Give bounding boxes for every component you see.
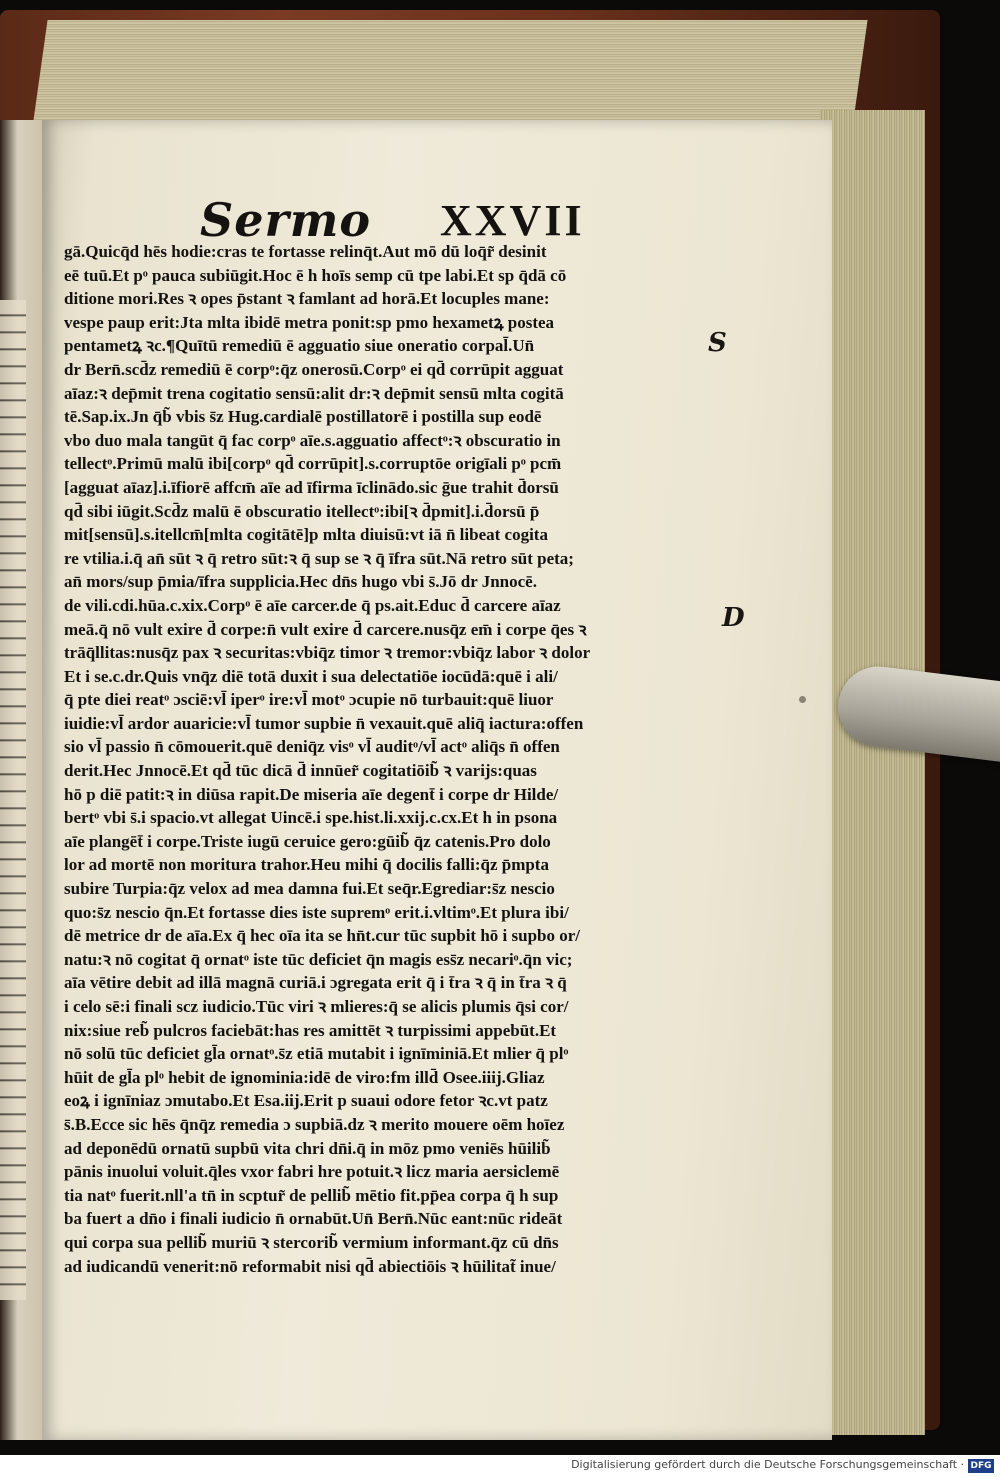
- page-edges-right: [820, 110, 925, 1435]
- dfg-logo: DFG: [968, 1459, 994, 1473]
- text-line: tē.Sap.ix.Jn q̄b͂ vbis s̄z Hug.cardialē postillatorē i postilla sup eodē: [64, 407, 542, 427]
- text-line: dē metrice dr de aīa.Ex q̄ hec oīa ita se hn̄t.cur tūc supbit hō i supbo or/: [64, 926, 581, 946]
- text-line: mit[sensū].s.itellcm̄[mlta cogitātē]p mlta diuisū:vt iā n̄ libeat cogita: [64, 525, 548, 545]
- margin-mark: D: [722, 603, 745, 633]
- text-line: vbo duo mala tangūt q̄ fac corpᵒ aīe.s.agguatio affectᵒ:ꝛ obscuratio in: [64, 430, 561, 450]
- text-line: i celo sē:i finali scz iudicio.Tūc viri ꝛ mlieres:q̄ se alicis plumis q̄si cor/: [64, 997, 569, 1016]
- header-word: Sermo: [200, 193, 372, 247]
- text-line: quo:s̄z nescio q̄n.Et fortasse dies iste supremᵒ erit.i.vltimᵒ.Et plura ibi/: [64, 902, 569, 922]
- text-line: hūit de gl̄a plᵒ hebit de ignominia:idē de viro:fm illd̄ Osee.iiij.Gliaz: [64, 1067, 545, 1087]
- text-line: bertᵒ vbi s̄.i spacio.vt allegat Uincē.i spe.hist.li.xxij.c.cx.Et h in psona: [64, 808, 558, 828]
- text-line: qd̄ sibi iūgit.Scd̄z malū ē obscuratio itellectᵒ:ibi[ꝛ d̄pmit].i.d̄orsū p̄: [64, 501, 540, 521]
- text-line: [agguat aīaz].i.īfiorē affcm̄ aīe ad īfirma īclinādo.sic ḡue trahit d̄orsū: [64, 477, 559, 497]
- text-line: iuidie:vl̄ ardor auaricie:vl̄ tumor supbie n̄ vexauit.quē aliq̄ iactura:offen: [64, 713, 584, 733]
- text-line: sio vl̄ passio n̄ cōmouerit.quē deniq̄z visᵒ vl̄ auditᵒ/vl̄ actᵒ aliq̄s n̄ offen: [64, 737, 560, 757]
- header-number: XXVII: [440, 196, 585, 245]
- text-line: tellectᵒ.Primū malū ibi[corpᵒ qd̄ corrūpit].s.corruptōe origīali pᵒ pcm̄: [64, 454, 562, 474]
- text-line: ba fuert a dn̄o i finali iudicio n̄ ornabūt.Un̄ Bern̄.Nūc eant:nūc rideāt: [64, 1209, 563, 1229]
- text-line: Et i se.c.dr.Quis vnq̄z diē totā duxit i sua delectatiōe iocūdā:quē i ali/: [64, 666, 558, 686]
- text-line: eē tuū.Et pᵒ pauca subiūgit.Hoc ē h hoīs semp cū tpe labi.Et sp q̄dā cō: [64, 265, 567, 285]
- page-speck: [799, 696, 806, 703]
- footer-bar: [0, 1455, 1000, 1477]
- text-line: lor ad mortē non moritura trahor.Heu mihi q̄ docilis falli:q̄z p̄mpta: [64, 855, 549, 875]
- text-line: an̄ mors/sup p̄mia/īfra supplicia.Hec dn̄s hugo vbi s̄.Jō dr Jnnocē.: [64, 572, 537, 592]
- text-line: gā.Quicq̄d hēs hodie:cras te fortasse relinq̄t.Aut mō dū loq̄r͂ desinit: [64, 242, 547, 261]
- text-line: ditione mori.Res ꝛ opes p̄stant ꝛ famlant ad horā.Et locuples mane:: [64, 289, 550, 309]
- text-line: eoꝝ i ignīniaz ɔmutabo.Et Esa.iij.Erit p suaui odore fetor ꝛc.vt patz: [64, 1091, 548, 1111]
- text-line: meā.q̄ nō vult exire d̄ corpe:n̄ vult exire d̄ carcere.nusq̄z em̄ i corpe q̄es ꝛ: [64, 619, 587, 639]
- text-line: de vili.cdi.hūa.c.xix.Corpᵒ ē aīe carcer.de q̄ ps.ait.Educ d̄ carcere aīaz: [64, 595, 561, 615]
- text-line: nō solū tūc deficiet gl̄a ornatᵒ.s̄z etiā mutabit i ignīminiā.Et mlier q̄ plᵒ: [64, 1044, 569, 1064]
- text-line: nix:siue reb͂ pulcros faciebāt:has res amittēt ꝛ turpissimi appebūt.Et: [64, 1020, 557, 1040]
- text-line: aīe plangēt̄ i corpe.Triste iugū ceruice gero:gūib͂ q̄z catenis.Pro dolo: [64, 831, 551, 851]
- text-line: pentametꝝ ꝛc.¶Quītū remediū ē agguatio siue oneratio corpal̄.Un̄: [64, 336, 535, 356]
- text-line: pānis inuolui voluit.q̄les vxor fabri hre potuit.ꝛ licz maria aersiclemē: [64, 1162, 560, 1182]
- text-line: aīaz:ꝛ dep̄mit trena cogitatio sensū:alit dr:ꝛ dep̄mit sensū mlta cogitā: [64, 383, 564, 403]
- text-line: tia natᵒ fuerit.nll'a tn̄ in scptur͂ de pellib͂ mētio fit.pp̄ea corpa q̄ h sup: [64, 1185, 559, 1205]
- text-line: vespe paup erit:Jta mlta ibidē metra ponit:sp pmo hexametꝝ postea: [64, 312, 555, 332]
- margin-mark: S: [708, 328, 727, 358]
- text-line: natu:ꝛ nō cogitat q̄ ornatᵒ iste tūc deficiet q̄n magis ess̄z necariᵒ.q̄n vic;: [64, 949, 573, 969]
- text-line: dr Bern̄.scd̄z remediū ē corpᵒ:q̄z onerosū.Corpᵒ ei qd̄ corrūpit agguat: [64, 359, 564, 379]
- text-line: aīa vētire debit ad illā magnā curiā.i ɔgregata erit q̄ i t̄ra ꝛ q̄ in t̄ra ꝛ q̄: [64, 973, 567, 993]
- footer-credit: Digitalisierung gefördert durch die Deutsche Forschungsgemeinschaft ·: [571, 1458, 964, 1471]
- text-line: hō p diē patit:ꝛ in diūsa rapit.De miseria aīe degent̄ i corpe dr Hilde/: [64, 784, 559, 804]
- text-line: re vtilia.i.q̄ an̄ sūt ꝛ q̄ retro sūt:ꝛ q̄ sup se ꝛ q̄ īfra sūt.Nā retro sūt peta;: [64, 548, 574, 568]
- text-line: trāq̄llitas:nusq̄z pax ꝛ securitas:vbiq̄z timor ꝛ tremor:vbiq̄z labor ꝛ dolor: [64, 643, 591, 663]
- text-line: derit.Hec Jnnocē.Et qd̄ tūc dicā d̄ innūer͂ cogitatiōib͂ ꝛ varijs:quas: [64, 761, 537, 781]
- body-text: [64, 240, 724, 1278]
- text-line: q̄ pte diei reatᵒ ɔsciē:vl̄ iperᵒ ire:vl̄ motᵒ ɔcupie nō turbauit:quē liuor: [64, 690, 554, 710]
- facing-page-fragment: [0, 300, 26, 1300]
- text-line: ad iudicandū venerit:nō reformabit nisi qd̄ abiectiōis ꝛ hūilitat͂ inue/: [64, 1256, 556, 1276]
- text-line: ad deponēdū ornatū supbū vita chri dn̄i.q̄ in mōz pmo veniēs hūilib͂: [64, 1138, 551, 1158]
- text-line: subire Turpia:q̄z velox ad mea damna fui.Et seq̄r.Egrediar:s̄z nescio: [64, 879, 555, 899]
- text-line: s̄.B.Ecce sic hēs q̄nq̄z remedia ɔ supbiā.dz ꝛ merito mouere oēm hoīez: [64, 1114, 565, 1134]
- text-line: qui corpa sua pellib͂ muriū ꝛ stercorib͂ vermium informant.q̄z cū dn̄s: [64, 1232, 559, 1252]
